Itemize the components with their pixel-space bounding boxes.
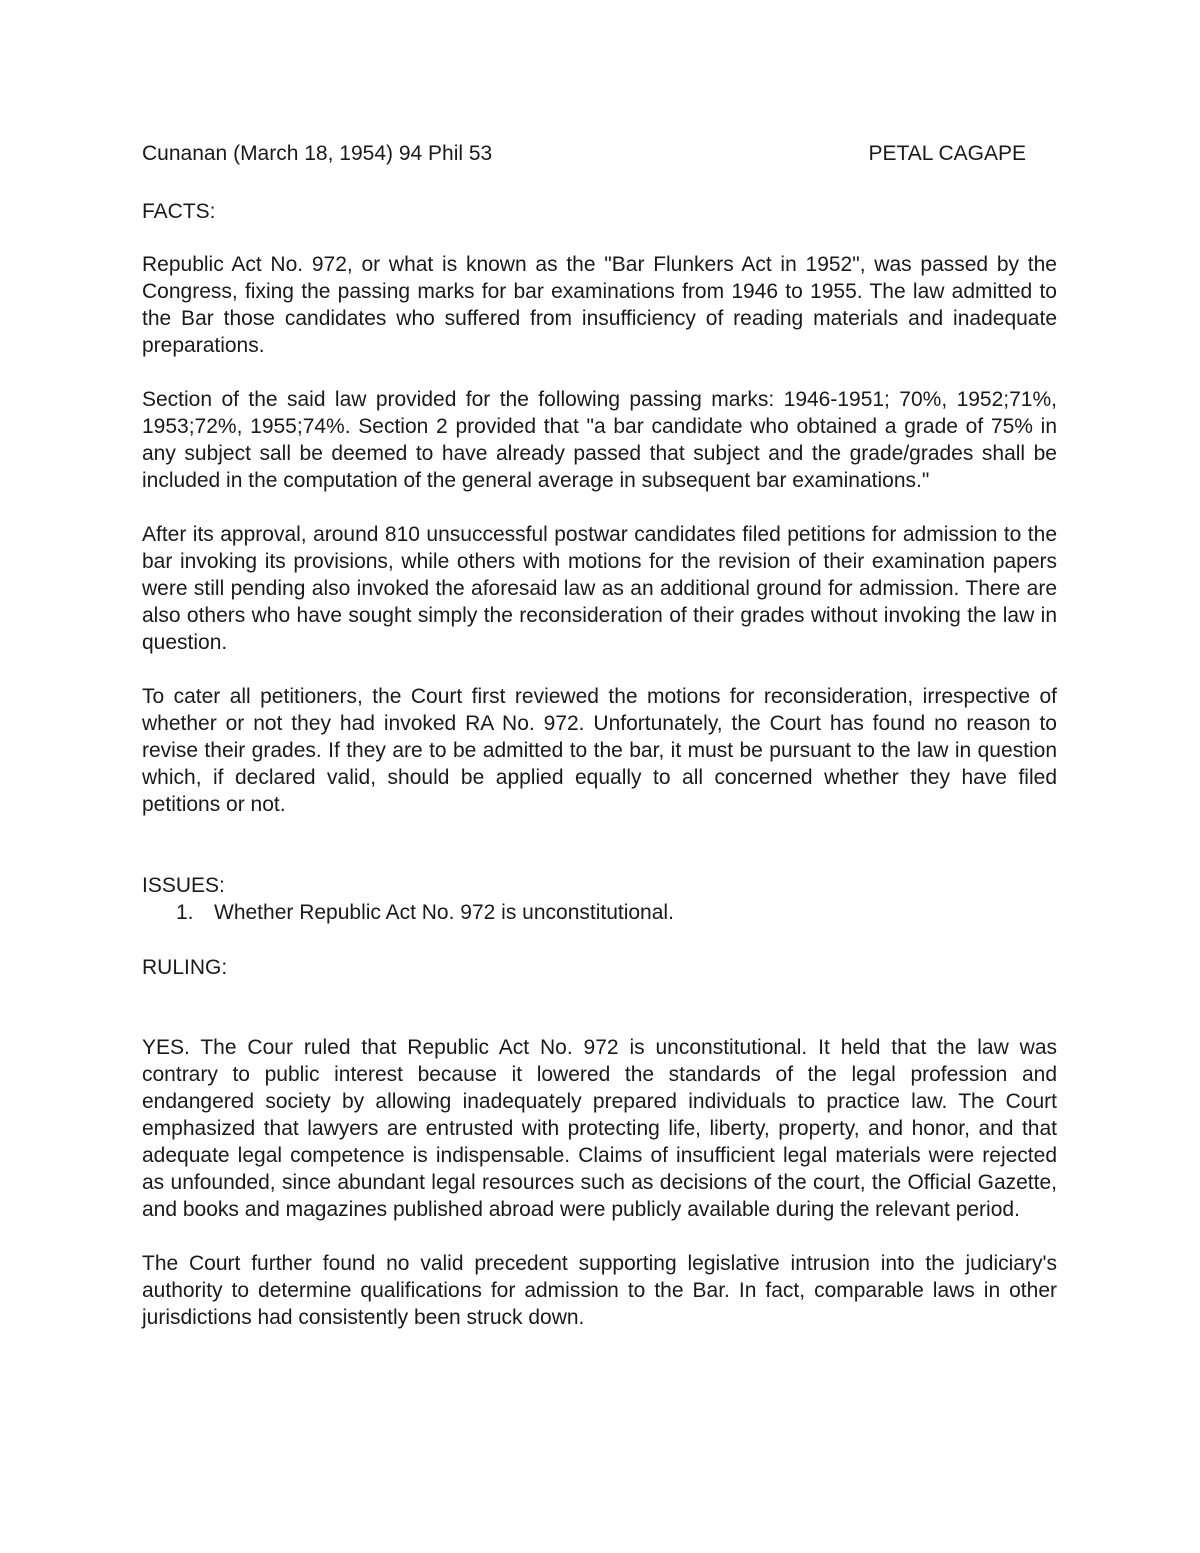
issue-text: Whether Republic Act No. 972 is unconstitutional.	[214, 901, 674, 924]
issue-item	[142, 899, 1057, 926]
case-title: Cunanan (March 18, 1954) 94 Phil 53	[142, 142, 493, 165]
issue-number: 1.	[176, 901, 194, 924]
issues-list	[142, 899, 1057, 926]
facts-paragraph-4: To cater all petitioners, the Court first reviewed the motions for reconsideration, irrespective of whether or not they had invoked RA No. 972. Unfortunately, the Court has found no reason to revise their grades. If they are to be admitted to the bar, it must be pursuant to the law in question which, if declared valid, should be applied equally to all concerned whether they have filed petitions or not.	[142, 685, 1057, 816]
author-name: PETAL CAGAPE	[868, 142, 1026, 165]
ruling-heading: RULING:	[142, 956, 228, 979]
facts-paragraph-2: Section of the said law provided for the following passing marks: 1946-1951; 70%, 1952;71%, 1953;72%, 1955;74%. Section 2 provided that "a bar candidate who obtained a grade of 75% in any subject sall be deemed to have already passed that subject and the grade/grades shall be included in the computation of the general average in subsequent bar examinations."	[142, 388, 1057, 492]
ruling-paragraph-1: YES. The Cour ruled that Republic Act No. 972 is unconstitutional. It held that the law was contrary to public interest because it lowered the standards of the legal profession and endangered society by allowing inadequately prepared individuals to practice law. The Court emphasized that lawyers are entrusted with protecting life, liberty, property, and honor, and that adequate legal competence is indispensable. Claims of insufficient legal materials were rejected as unfounded, since abundant legal resources such as decisions of the court, the Official Gazette, and books and magazines published abroad were publicly available during the relevant period.	[142, 1036, 1057, 1221]
facts-heading: FACTS:	[142, 200, 216, 223]
document-body	[142, 140, 1057, 1331]
issues-heading: ISSUES:	[142, 874, 225, 897]
facts-paragraph-3: After its approval, around 810 unsuccessful postwar candidates filed petitions for admission to the bar invoking its provisions, while others with motions for the revision of their examination papers were still pending also invoked the aforesaid law as an additional ground for admission. There are also others who have sought simply the reconsideration of their grades without invoking the law in question.	[142, 523, 1057, 654]
document-header	[142, 140, 1026, 170]
ruling-paragraph-2: The Court further found no valid precedent supporting legislative intrusion into the judiciary's authority to determine qualifications for admission to the Bar. In fact, comparable laws in other jurisdictions had consistently been struck down.	[142, 1252, 1057, 1329]
facts-paragraph-1: Republic Act No. 972, or what is known as the "Bar Flunkers Act in 1952", was passed by the Congress, fixing the passing marks for bar examinations from 1946 to 1955. The law admitted to the Bar those candidates who suffered from insufficiency of reading materials and inadequate preparations.	[142, 253, 1057, 357]
